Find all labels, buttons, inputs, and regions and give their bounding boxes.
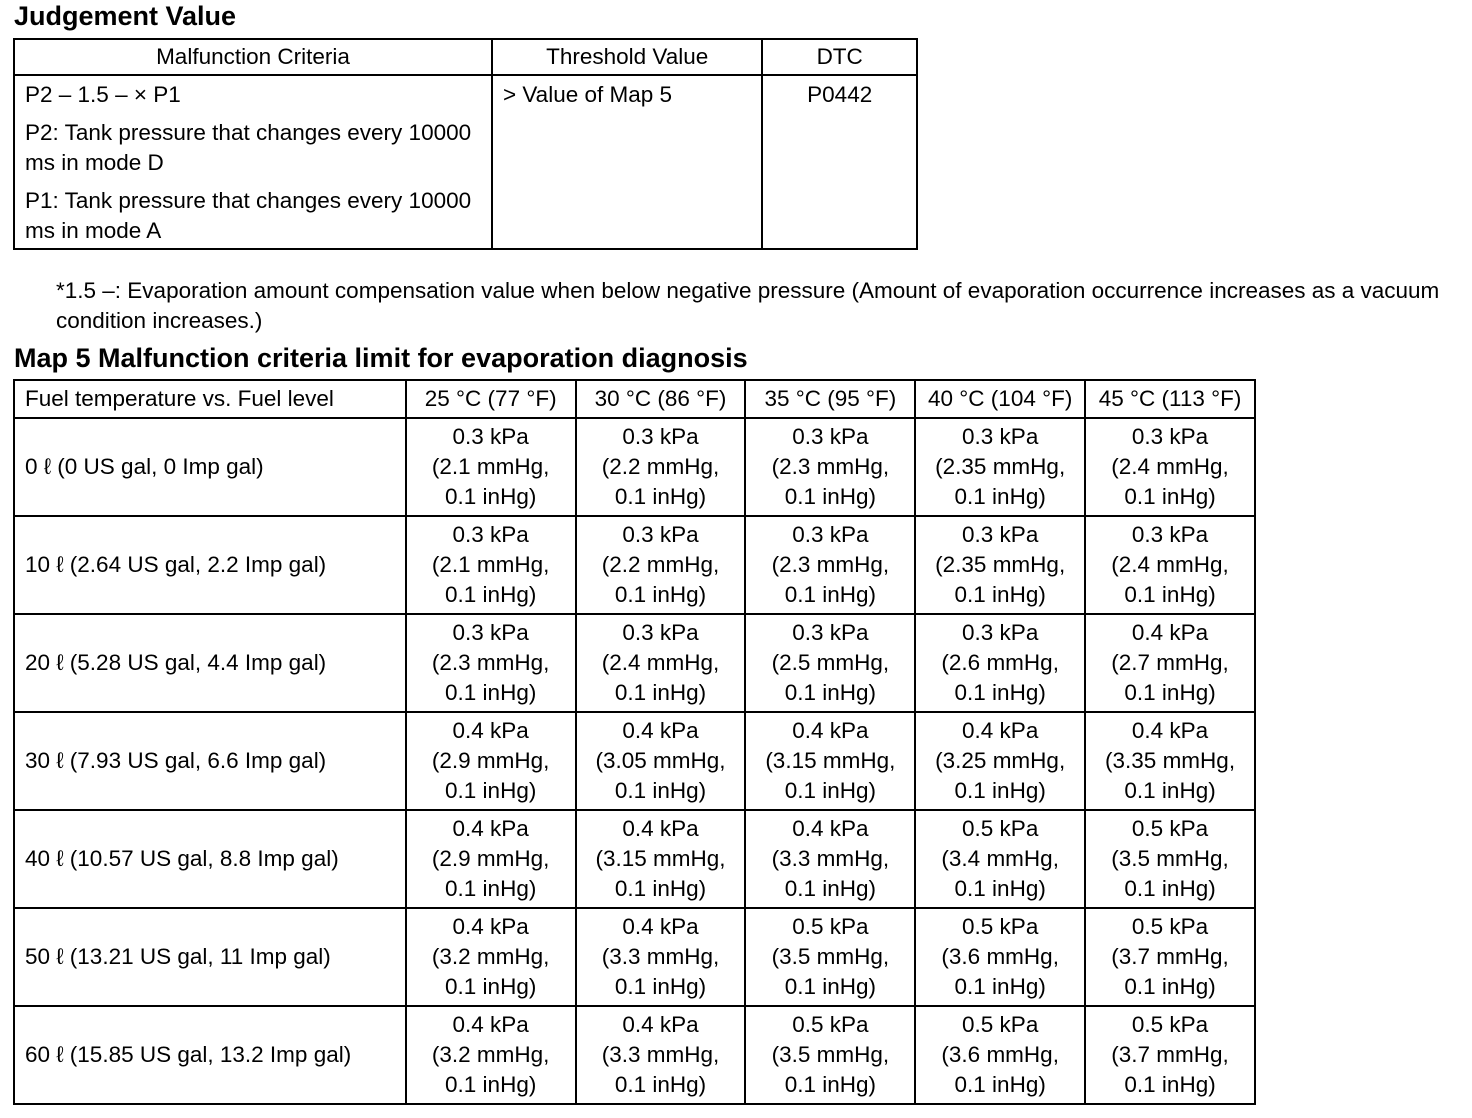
mmhg-value: (2.2 mmHg, [601, 552, 720, 577]
mmhg-value: (2.3 mmHg, [771, 454, 890, 479]
pressure-limit-cell [576, 908, 746, 1006]
kpa-value: 0.4 kPa [622, 816, 699, 841]
inhg-value: 0.1 inHg) [784, 876, 876, 901]
inhg-value: 0.1 inHg) [445, 778, 537, 803]
inhg-value: 0.1 inHg) [445, 876, 537, 901]
pressure-limit-cell [1085, 712, 1255, 810]
pressure-limit-cell [406, 810, 576, 908]
kpa-value: 0.5 kPa [792, 1012, 869, 1037]
inhg-value: 0.1 inHg) [614, 582, 707, 607]
inhg-value: 0.1 inHg) [1124, 1072, 1216, 1097]
judgement-value-title: Judgement Value [14, 1, 237, 31]
judgement-table [13, 38, 918, 250]
mmhg-value: (2.7 mmHg, [1111, 650, 1229, 675]
pressure-limit-cell [576, 418, 746, 516]
pressure-limit-cell [1085, 908, 1255, 1006]
mmhg-value: (3.05 mmHg, [595, 748, 726, 773]
kpa-value: 0.4 kPa [622, 1012, 699, 1037]
inhg-value: 0.1 inHg) [1124, 484, 1216, 509]
fuel-level-label: 40 ℓ (10.57 US gal, 8.8 Imp gal) [14, 810, 406, 908]
map5-title: Map 5 Malfunction criteria limit for evaporation diagnosis [14, 343, 748, 373]
kpa-value: 0.4 kPa [1131, 718, 1209, 743]
kpa-value: 0.5 kPa [1131, 816, 1209, 841]
kpa-value: 0.3 kPa [1131, 522, 1209, 547]
malfunction-criteria-cell [14, 75, 492, 249]
pressure-limit-cell [576, 810, 746, 908]
kpa-value: 0.5 kPa [1131, 914, 1209, 939]
pressure-limit-cell [745, 712, 915, 810]
judgement-header-row [14, 39, 917, 75]
fuel-level-label: 20 ℓ (5.28 US gal, 4.4 Imp gal) [14, 614, 406, 712]
inhg-value: 0.1 inHg) [1124, 778, 1216, 803]
inhg-value: 0.1 inHg) [614, 680, 707, 705]
mmhg-value: (2.9 mmHg, [431, 748, 550, 773]
kpa-value: 0.3 kPa [792, 522, 869, 547]
inhg-value: 0.1 inHg) [954, 876, 1046, 901]
pressure-limit-cell [745, 418, 915, 516]
inhg-value: 0.1 inHg) [614, 974, 707, 999]
pressure-limit-cell [1085, 810, 1255, 908]
mmhg-value: (3.7 mmHg, [1111, 1042, 1229, 1067]
inhg-value: 0.1 inHg) [784, 680, 876, 705]
mmhg-value: (2.1 mmHg, [431, 454, 550, 479]
table-row [14, 614, 1255, 712]
table-row [14, 1006, 1255, 1104]
kpa-value: 0.4 kPa [1131, 620, 1209, 645]
kpa-value: 0.5 kPa [792, 914, 869, 939]
mmhg-value: (2.9 mmHg, [431, 846, 550, 871]
inhg-value: 0.1 inHg) [954, 680, 1046, 705]
mmhg-value: (3.3 mmHg, [601, 1042, 720, 1067]
mmhg-value: (2.35 mmHg, [935, 454, 1066, 479]
pressure-limit-cell [915, 614, 1085, 712]
inhg-value: 0.1 inHg) [784, 974, 876, 999]
fuel-level-label: 60 ℓ (15.85 US gal, 13.2 Imp gal) [14, 1006, 406, 1104]
criteria-formula: P2 – 1.5 – × P1 [25, 82, 181, 107]
inhg-value: 0.1 inHg) [445, 974, 537, 999]
inhg-value: 0.1 inHg) [784, 1072, 876, 1097]
mmhg-value: (2.3 mmHg, [771, 552, 890, 577]
kpa-value: 0.3 kPa [622, 620, 699, 645]
pressure-limit-cell [915, 1006, 1085, 1104]
mmhg-value: (2.2 mmHg, [601, 454, 720, 479]
kpa-value: 0.4 kPa [962, 718, 1039, 743]
criteria-p1-definition: P1: Tank pressure that changes every 10000 ms in mode A [25, 188, 472, 243]
table-row [14, 712, 1255, 810]
mmhg-value: (3.5 mmHg, [1111, 846, 1229, 871]
kpa-value: 0.4 kPa [792, 816, 869, 841]
mmhg-value: (3.3 mmHg, [771, 846, 890, 871]
mmhg-value: (2.6 mmHg, [941, 650, 1059, 675]
kpa-value: 0.3 kPa [962, 424, 1039, 449]
mmhg-value: (2.4 mmHg, [601, 650, 720, 675]
inhg-value: 0.1 inHg) [1124, 974, 1216, 999]
inhg-value: 0.1 inHg) [954, 582, 1046, 607]
inhg-value: 0.1 inHg) [784, 778, 876, 803]
inhg-value: 0.1 inHg) [1124, 680, 1216, 705]
inhg-value: 0.1 inHg) [445, 680, 537, 705]
kpa-value: 0.4 kPa [622, 718, 699, 743]
kpa-value: 0.3 kPa [452, 424, 529, 449]
mmhg-value: (3.5 mmHg, [771, 1042, 890, 1067]
pressure-limit-cell [745, 810, 915, 908]
inhg-value: 0.1 inHg) [954, 778, 1046, 803]
pressure-limit-cell [406, 712, 576, 810]
mmhg-value: (3.15 mmHg, [765, 748, 896, 773]
map-header-row [14, 380, 1255, 418]
inhg-value: 0.1 inHg) [445, 582, 537, 607]
table-row [14, 810, 1255, 908]
inhg-value: 0.1 inHg) [1124, 876, 1216, 901]
mmhg-value: (3.25 mmHg, [935, 748, 1066, 773]
table-row [14, 516, 1255, 614]
inhg-value: 0.1 inHg) [445, 484, 537, 509]
mmhg-value: (2.1 mmHg, [431, 552, 550, 577]
pressure-limit-cell [745, 516, 915, 614]
inhg-value: 0.1 inHg) [954, 1072, 1046, 1097]
kpa-value: 0.3 kPa [622, 424, 699, 449]
mmhg-value: (3.2 mmHg, [431, 944, 550, 969]
kpa-value: 0.5 kPa [962, 914, 1039, 939]
temp-header: 45 °C (113 °F) [1085, 380, 1255, 418]
inhg-value: 0.1 inHg) [614, 778, 707, 803]
header-threshold-value: Threshold Value [492, 39, 762, 75]
kpa-value: 0.3 kPa [622, 522, 699, 547]
pressure-limit-cell [406, 908, 576, 1006]
pressure-limit-cell [576, 1006, 746, 1104]
pressure-limit-cell [915, 418, 1085, 516]
pressure-limit-cell [576, 516, 746, 614]
inhg-value: 0.1 inHg) [784, 484, 876, 509]
kpa-value: 0.4 kPa [792, 718, 869, 743]
pressure-limit-cell [1085, 614, 1255, 712]
mmhg-value: (2.3 mmHg, [431, 650, 550, 675]
inhg-value: 0.1 inHg) [614, 484, 707, 509]
judgement-row [14, 75, 917, 249]
dtc-cell: P0442 [762, 75, 917, 249]
kpa-value: 0.5 kPa [1131, 1012, 1209, 1037]
pressure-limit-cell [1085, 1006, 1255, 1104]
pressure-limit-cell [406, 614, 576, 712]
pressure-limit-cell [915, 712, 1085, 810]
mmhg-value: (3.7 mmHg, [1111, 944, 1229, 969]
map-body [14, 418, 1255, 1104]
pressure-limit-cell [1085, 418, 1255, 516]
inhg-value: 0.1 inHg) [445, 1072, 537, 1097]
inhg-value: 0.1 inHg) [614, 1072, 707, 1097]
mmhg-value: (3.3 mmHg, [601, 944, 720, 969]
kpa-value: 0.3 kPa [1131, 424, 1209, 449]
fuel-level-label: 10 ℓ (2.64 US gal, 2.2 Imp gal) [14, 516, 406, 614]
pressure-limit-cell [915, 908, 1085, 1006]
pressure-limit-cell [745, 908, 915, 1006]
mmhg-value: (3.4 mmHg, [941, 846, 1059, 871]
mmhg-value: (3.2 mmHg, [431, 1042, 550, 1067]
mmhg-value: (2.4 mmHg, [1111, 552, 1229, 577]
kpa-value: 0.3 kPa [452, 522, 529, 547]
map5-table [13, 379, 1256, 1105]
kpa-value: 0.3 kPa [962, 620, 1039, 645]
temp-header: 40 °C (104 °F) [915, 380, 1085, 418]
kpa-value: 0.3 kPa [452, 620, 529, 645]
mmhg-value: (2.35 mmHg, [935, 552, 1066, 577]
pressure-limit-cell [745, 614, 915, 712]
mmhg-value: (3.6 mmHg, [941, 1042, 1059, 1067]
kpa-value: 0.4 kPa [452, 718, 529, 743]
pressure-limit-cell [1085, 516, 1255, 614]
pressure-limit-cell [745, 1006, 915, 1104]
table-row [14, 418, 1255, 516]
kpa-value: 0.5 kPa [962, 816, 1039, 841]
kpa-value: 0.4 kPa [622, 914, 699, 939]
inhg-value: 0.1 inHg) [954, 974, 1046, 999]
fuel-level-label: 0 ℓ (0 US gal, 0 Imp gal) [14, 418, 406, 516]
kpa-value: 0.5 kPa [962, 1012, 1039, 1037]
criteria-p2-definition: P2: Tank pressure that changes every 10000 ms in mode D [25, 120, 472, 175]
fuel-level-label: 50 ℓ (13.21 US gal, 11 Imp gal) [14, 908, 406, 1006]
kpa-value: 0.3 kPa [962, 522, 1039, 547]
mmhg-value: (3.15 mmHg, [595, 846, 726, 871]
inhg-value: 0.1 inHg) [614, 876, 707, 901]
header-dtc: DTC [762, 39, 917, 75]
kpa-value: 0.3 kPa [792, 620, 869, 645]
pressure-limit-cell [406, 516, 576, 614]
pressure-limit-cell [406, 1006, 576, 1104]
inhg-value: 0.1 inHg) [784, 582, 876, 607]
kpa-value: 0.4 kPa [452, 816, 529, 841]
mmhg-value: (3.6 mmHg, [941, 944, 1059, 969]
fuel-level-label: 30 ℓ (7.93 US gal, 6.6 Imp gal) [14, 712, 406, 810]
table-row [14, 908, 1255, 1006]
pressure-limit-cell [915, 810, 1085, 908]
temp-header: 30 °C (86 °F) [576, 380, 746, 418]
temp-header: 35 °C (95 °F) [745, 380, 915, 418]
kpa-value: 0.4 kPa [452, 1012, 529, 1037]
corner-header: Fuel temperature vs. Fuel level [14, 380, 406, 418]
inhg-value: 0.1 inHg) [954, 484, 1046, 509]
mmhg-value: (3.35 mmHg, [1105, 748, 1236, 773]
pressure-limit-cell [406, 418, 576, 516]
evaporation-compensation-note: *1.5 –: Evaporation amount compensation value when below negative pressure (Amount of evaporation occurrence increases as a vacuum condition increases.) [56, 278, 1440, 333]
pressure-limit-cell [576, 614, 746, 712]
pressure-limit-cell [915, 516, 1085, 614]
header-malfunction-criteria: Malfunction Criteria [14, 39, 492, 75]
temp-header: 25 °C (77 °F) [406, 380, 576, 418]
mmhg-value: (2.4 mmHg, [1111, 454, 1229, 479]
inhg-value: 0.1 inHg) [1124, 582, 1216, 607]
kpa-value: 0.4 kPa [452, 914, 529, 939]
mmhg-value: (2.5 mmHg, [771, 650, 890, 675]
kpa-value: 0.3 kPa [792, 424, 869, 449]
threshold-value-cell: > Value of Map 5 [492, 75, 762, 249]
pressure-limit-cell [576, 712, 746, 810]
mmhg-value: (3.5 mmHg, [771, 944, 890, 969]
